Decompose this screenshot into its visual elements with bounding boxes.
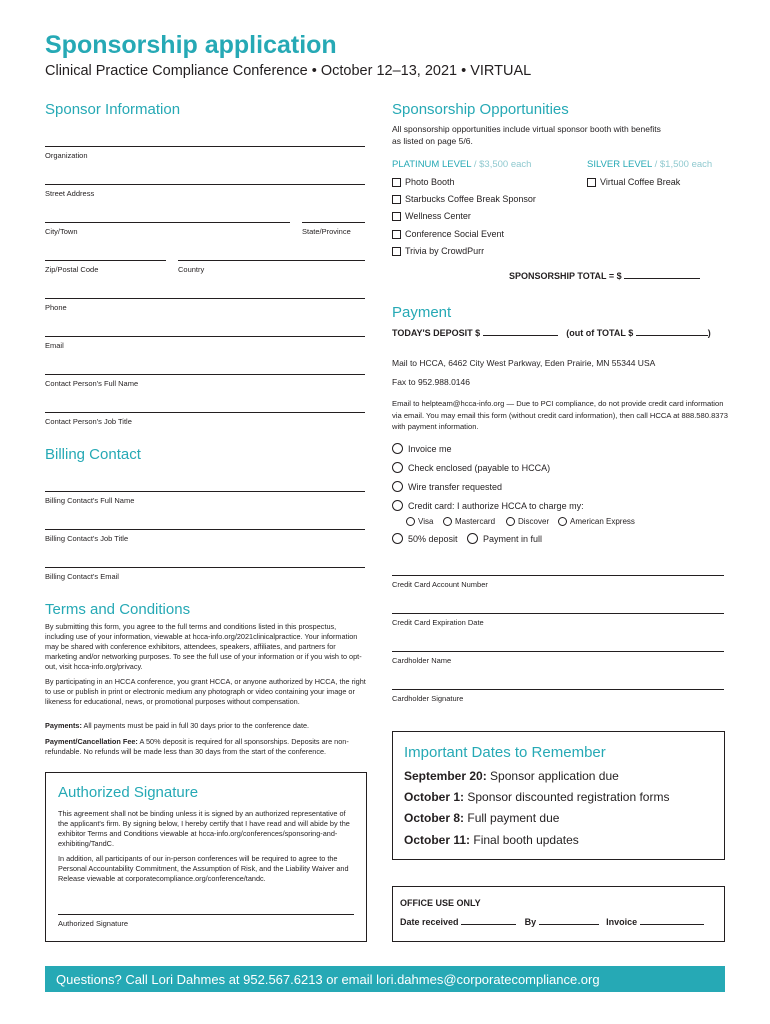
cc-account-number-field[interactable]: Credit Card Account Number [392,575,724,589]
platinum-option-photo-booth[interactable]: Photo Booth [392,177,455,187]
signature-paragraph-1: This agreement shall not be binding unless it is signed by an authorized representative of the applicant's firm. By signing below, I hereby certify that I have read and will abide by the exhibitor Terms and Conditions viewable at hcca-info.org/conferences/sponsoring-and-exhibiting/TandC. [58,809,350,848]
payment-option-invoice[interactable]: Invoice me [392,443,452,454]
invoice-label: Invoice [606,917,638,927]
sponsor-info-heading: Sponsor Information [45,101,181,118]
opportunities-intro: All sponsorship opportunities include virtual sponsor booth with benefits as listed on page 5/6. [392,124,661,146]
payment-heading: Payment [392,304,452,321]
radio-button[interactable] [506,517,515,526]
opportunities-heading: Sponsorship Opportunities [392,101,569,118]
radio-button[interactable] [406,517,415,526]
deposit-field[interactable] [483,327,558,336]
out-of-total-label: (out of TOTAL $ [566,328,634,338]
checkbox[interactable] [392,230,401,239]
radio-button[interactable] [392,462,403,473]
checkbox[interactable] [392,212,401,221]
zip-field[interactable]: Zip/Postal Code [45,260,166,274]
total-field[interactable] [636,327,708,336]
close-paren: ) [707,328,711,338]
questions-footer [45,966,725,992]
radio-button[interactable] [392,500,403,511]
cardholder-name-field[interactable]: Cardholder Name [392,651,724,665]
office-use-box [392,886,725,942]
payment-option-wire[interactable]: Wire transfer requested [392,481,502,492]
contact-name-field[interactable]: Contact Person's Full Name [45,374,365,388]
phone-field[interactable]: Phone [45,298,365,312]
page-title: Sponsorship application [45,31,337,59]
billing-email-field[interactable]: Billing Contact's Email [45,567,365,581]
radio-button[interactable] [558,517,567,526]
radio-button[interactable] [392,533,403,544]
billing-heading: Billing Contact [45,446,141,463]
silver-price: / $1,500 each [654,159,713,170]
invoice-field[interactable] [640,916,704,925]
fax-instructions: Fax to 952.988.0146 [392,377,470,387]
by-label: By [524,917,537,927]
radio-button[interactable] [443,517,452,526]
card-discover[interactable]: Discover [506,517,549,526]
date-item: October 11: Final booth updates [404,833,579,847]
office-use-heading: OFFICE USE ONLY [400,898,481,908]
cancel-text: A 50% deposit is required for all sponsorships. Deposits are non-refundable. No refunds will be made less than 30 days from the start of the conference. [45,737,349,756]
email-field[interactable]: Email [45,336,365,350]
radio-button[interactable] [467,533,478,544]
terms-paragraph-2: By participating in an HCCA conference, you grant HCCA, or anyone authorized by HCCA, the right to use or publish in print or electronic medium any photograph or video containing your image or likeness for educational, news, or promotional purposes without compensation. [45,677,366,706]
organization-field[interactable]: Organization [45,146,365,160]
cc-expiration-field[interactable]: Credit Card Expiration Date [392,613,724,627]
state-field[interactable]: State/Province [302,222,365,236]
checkbox[interactable] [392,195,401,204]
date-received-field[interactable] [461,916,516,925]
page-subtitle: Clinical Practice Compliance Conference • October 12–13, 2021 • VIRTUAL [45,63,532,79]
cancel-label: Payment/Cancellation Fee: [45,737,138,746]
platinum-option-trivia[interactable]: Trivia by CrowdPurr [392,246,484,256]
silver-option-coffee-break[interactable]: Virtual Coffee Break [587,177,680,187]
platinum-price: / $3,500 each [473,159,532,170]
terms-payments [45,721,367,731]
by-field[interactable] [539,916,599,925]
checkbox[interactable] [587,178,596,187]
terms-paragraph-1: By submitting this form, you agree to the full terms and conditions listed in this prospectus, including use of your information, viewable at hcca-info.org/2021clinicalpractice. Your information may be shared with conference exhibitors, attendees, speakers, affiliates, and partners for marketing and/or networking purposes. To see the full use of your information or if you wish to opt-out, visit hcca-info.org/privacy. [45,622,362,671]
payment-option-credit-card[interactable]: Credit card: I authorize HCCA to charge my: [392,500,584,511]
platinum-level-heading [392,159,531,170]
radio-button[interactable] [392,443,403,454]
billing-title-field[interactable]: Billing Contact's Job Title [45,529,365,543]
contact-title-field[interactable]: Contact Person's Job Title [45,412,365,426]
card-american-express[interactable]: American Express [558,517,635,526]
dates-heading: Important Dates to Remember [404,744,606,761]
sponsorship-total-field[interactable] [624,270,700,279]
email-instructions: Email to helpteam@hcca-info.org — Due to PCI compliance, do not provide credit card information via email. You may email this form (without credit card information), then call HCCA at 888.580.8373 with payment information. [392,399,728,431]
cardholder-signature-field[interactable]: Cardholder Signature [392,689,724,703]
date-received-label: Date received [400,917,459,927]
payment-option-check[interactable]: Check enclosed (payable to HCCA) [392,462,550,473]
signature-paragraph-2: In addition, all participants of our in-person conferences will be required to agree to the Personal Accountability Commitment, the Assumption of Risk, and the Liability Waiver and Release viewable at corporatecompliance.org/conference/tandc. [58,854,349,883]
date-item: October 1: Sponsor discounted registration forms [404,790,670,804]
silver-label: SILVER LEVEL [587,159,652,170]
checkbox[interactable] [392,178,401,187]
mail-instructions: Mail to HCCA, 6462 City West Parkway, Eden Prairie, MN 55344 USA [392,358,656,368]
date-item: September 20: Sponsor application due [404,769,619,783]
checkbox[interactable] [392,247,401,256]
card-visa[interactable]: Visa [406,517,433,526]
signature-heading: Authorized Signature [58,784,199,801]
platinum-option-starbucks[interactable]: Starbucks Coffee Break Sponsor [392,194,536,204]
street-address-field[interactable]: Street Address [45,184,365,198]
platinum-option-social-event[interactable]: Conference Social Event [392,229,504,239]
payments-text: All payments must be paid in full 30 days prior to the conference date. [83,721,310,730]
amount-option-full[interactable]: Payment in full [467,533,542,544]
billing-name-field[interactable]: Billing Contact's Full Name [45,491,365,505]
sponsorship-total-label: SPONSORSHIP TOTAL = $ [509,271,622,281]
sponsorship-total [509,270,700,281]
authorized-signature-field[interactable]: Authorized Signature [58,914,354,928]
footer-text: Questions? Call Lori Dahmes at 952.567.6213 or email lori.dahmes@corporatecompliance.org [56,971,600,987]
city-field[interactable]: City/Town [45,222,290,236]
radio-button[interactable] [392,481,403,492]
terms-heading: Terms and Conditions [45,601,191,618]
deposit-line [392,327,711,338]
deposit-label: TODAY'S DEPOSIT $ [392,328,481,338]
country-field[interactable]: Country [178,260,365,274]
silver-level-heading [587,159,712,170]
date-item: October 8: Full payment due [404,811,560,825]
platinum-label: PLATINUM LEVEL [392,159,472,170]
card-mastercard[interactable]: Mastercard [443,517,495,526]
payments-label: Payments: [45,721,82,730]
platinum-option-wellness[interactable]: Wellness Center [392,211,471,221]
terms-cancellation [45,737,367,757]
amount-option-deposit[interactable]: 50% deposit [392,533,458,544]
office-use-fields [400,916,704,927]
